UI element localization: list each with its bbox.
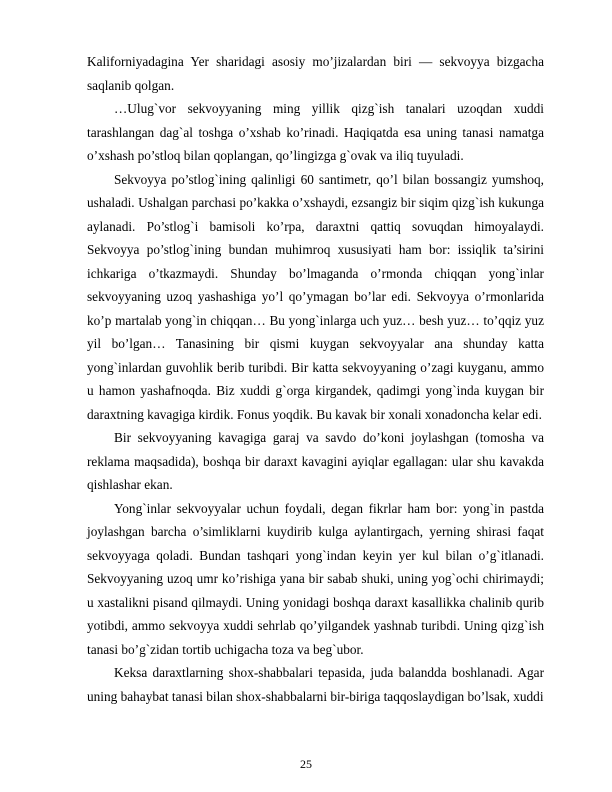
paragraph-5: Yong`inlar sekvoyyalar uchun foydali, degan fikrlar ham bor: yong`in pastda joylashgan barcha o’simliklarni kuydirib kulga aylantirgach, yerning shirasi faqat sekvoyyaga qoladi. Bundan tashqari yong`indan keyin yer kul bilan o’g`itlanadi. Sekvoyyaning uzoq umr ko’rishiga yana bir sabab shuki, uning yog`ochi chirimaydi; u xastalikni pisand qilmaydi. Uning yonidagi boshqa daraxt kasallikka chalinib qurib yotibdi, ammo sekvoyya xuddi sehrlab qo’yilgandek yashnab turibdi. Uning qizg`ish tanasi bo’g`zidan tortib uchigacha toza va beg`ubor. bbox=[87, 500, 544, 657]
paragraph-3: Sekvoyya po’stlog`ining qalinligi 60 santimetr, qo’l bilan bossangiz yumshoq, ushaladi. Ushalgan parchasi po’kakka o’xshaydi, ezsangiz bir siqim qizg`ish kukunga aylanadi. Po’stlog`i bamisoli ko’rpa, daraxtni qattiq sovuqdan himoyalaydi. Sekvoyya po’stlog`ining bundan muhimroq xususiyati ham bor: issiqlik ta’sirini ichkariga o’tkazmaydi. Shunday bo’lmaganda o’rmonda chiqqan yong`inlar sekvoyyaning uzoq yashashiga yo’l qo’ymagan bo’lar edi. Sekvoyya o’rmonlarida ko’p martalab yong`in chiqqan… Bu yong`inlarga uch yuz… besh yuz… to’qqiz yuz yil bo’lgan… Tanasining bir qismi kuygan sekvoyyalar ana shunday katta yong`inlardan guvohlik berib turibdi. Bir katta sekvoyyaning o’zagi kuyganu, ammo u hamon yashafnoqda. Biz xuddi g`orga kirgandek, qadimgi yong`inda kuygan bir daraxtning kavagiga kirdik. Fonus yoqdik. Bu kavak bir xonali xonadoncha kelar edi. bbox=[87, 171, 544, 422]
paragraph-6: Keksa daraxtlarning shox-shabbalari tepasida, juda balandda boshlanadi. Agar uning bahaybat tanasi bilan shox-shabbalarni bir-biriga taqqoslaydigan bo’lsak, xuddi bbox=[87, 665, 544, 704]
document-page bbox=[87, 50, 544, 708]
paragraph-2: …Ulug`vor sekvoyyaning ming yillik qizg`ish tanalari uzoqdan xuddi tarashlangan dag`al toshga o’xshab ko’rinadi. Haqiqatda esa uning tanasi namatga o’xshash po’stloq bilan qoplangan, qo’lingizga g`ovak va iliq tuyuladi. bbox=[87, 101, 544, 163]
page-number: 25 bbox=[300, 757, 312, 771]
paragraph-4: Bir sekvoyyaning kavagiga garaj va savdo do’koni joylashgan (tomosha va reklama maqsadida), boshqa bir daraxt kavagini ayiqlar egallagan: ular shu kavakda qishlashar ekan. bbox=[87, 430, 544, 492]
paragraph-1: Kaliforniyadagina Yer sharidagi asosiy mo’jizalardan biri — sekvoyya bizgacha saqlanib qolgan. bbox=[87, 54, 544, 93]
